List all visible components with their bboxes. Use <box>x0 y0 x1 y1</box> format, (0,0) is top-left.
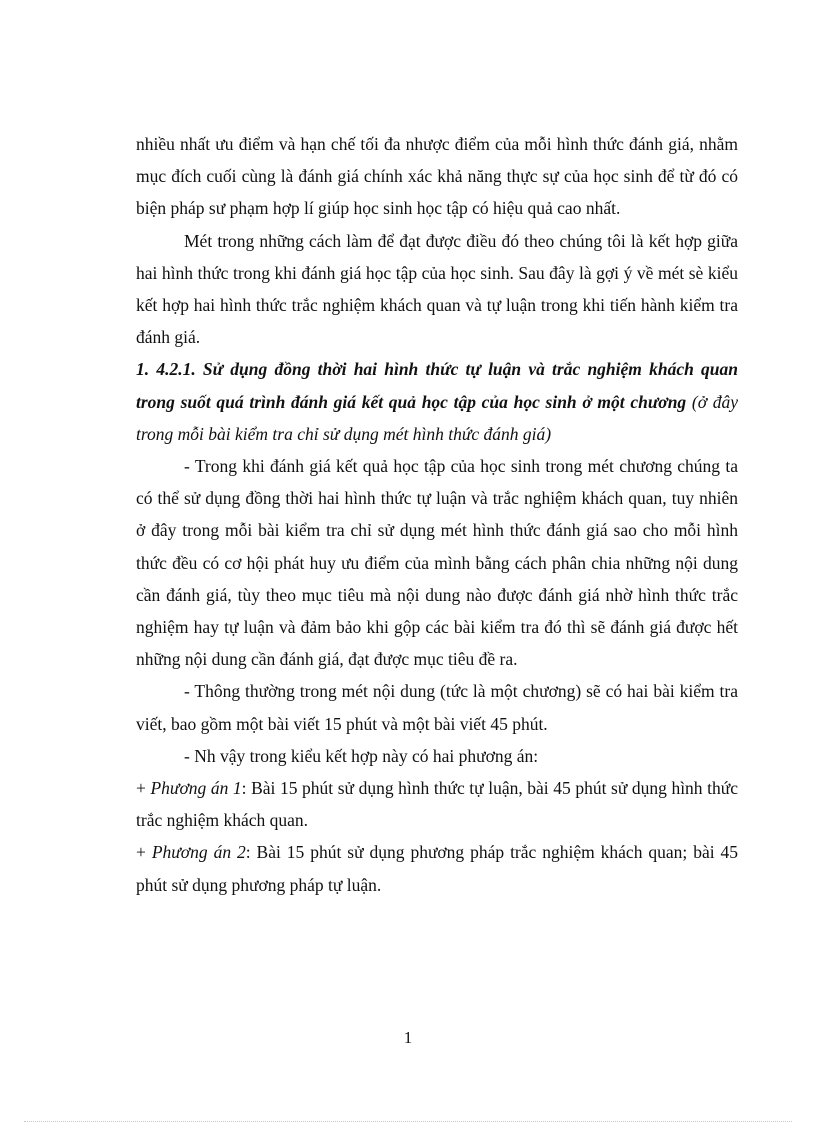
option-1-prefix: + <box>136 778 151 799</box>
bullet-paragraph-1: - Trong khi đánh giá kết quả học tập của học sinh trong mét chương chúng ta có thể sử dụng đồng thời hai hình thức tự luận và trắc nghiệm khách quan, tuy nhiên ở đây trong mỗi bài kiểm tra chỉ sử dụng mét hình thức đánh giá sao cho mỗi hình thức đều có cơ hội phát huy ưu điểm của mình bằng cách phân chia những nội dung cần đánh giá, tùy theo mục tiêu mà nội dung nào được đánh giá nhờ hình thức trắc nghiệm hay tự luận và đảm bảo khi gộp các bài kiểm tra đó thì sẽ đánh giá được hết những nội dung cần đánh giá, đạt được mục tiêu đề ra. <box>136 456 738 670</box>
page-number: 1 <box>403 1028 413 1047</box>
paragraph-method: Mét trong những cách làm để đạt được điều đó theo chúng tôi là kết hợp giữa hai hình thức trong khi đánh giá học tập của học sinh. Sau đây là gợi ý về mét sè kiểu kết hợp hai hình thức trắc nghiệm khách quan và tự luận trong khi tiến hành kiểm tra đánh giá. <box>136 230 738 348</box>
document-body <box>136 128 738 901</box>
option-2-text: : Bài 15 phút sử dụng phương pháp trắc nghiệm khách quan; bài 45 phút sử dụng phương pháp tự luận. <box>136 842 739 895</box>
bullet-paragraph-2: - Thông thường trong mét nội dung (tức là một chương) sẽ có hai bài kiểm tra viết, bao gồm một bài viết 15 phút và một bài viết 45 phút. <box>136 681 738 734</box>
option-1-text: : Bài 15 phút sử dụng hình thức tự luận, bài 45 phút sử dụng hình thức trắc nghiệm khách quan. <box>136 778 738 831</box>
option-1-label: Phương án 1 <box>150 778 242 799</box>
page-bottom-divider <box>24 1121 792 1122</box>
option-1 <box>136 772 738 836</box>
option-2-prefix: + <box>136 842 152 863</box>
bullet-paragraph-3: - Nh vậy trong kiểu kết hợp này có hai phương án: <box>184 745 539 766</box>
section-heading-title: 1. 4.2.1. Sử dụng đồng thời hai hình thức tự luận và trắc nghiệm khách quan trong suốt quá trình đánh giá kết quả học tập của học sinh ở một chương <box>136 359 738 412</box>
option-2-label: Phương án 2 <box>151 842 246 863</box>
option-2 <box>136 836 738 900</box>
section-heading-note: (ở đây trong mỗi bài kiểm tra chỉ sử dụng mét hình thức đánh giá) <box>136 391 738 444</box>
paragraph-continuation: nhiều nhất ưu điểm và hạn chế tối đa nhược điểm của mỗi hình thức đánh giá, nhằm mục đích cuối cùng là đánh giá chính xác khả năng thực sự của học sinh để từ đó có biện pháp sư phạm hợp lí giúp học sinh học tập có hiệu quả cao nhất. <box>136 134 738 219</box>
section-heading <box>136 353 738 450</box>
